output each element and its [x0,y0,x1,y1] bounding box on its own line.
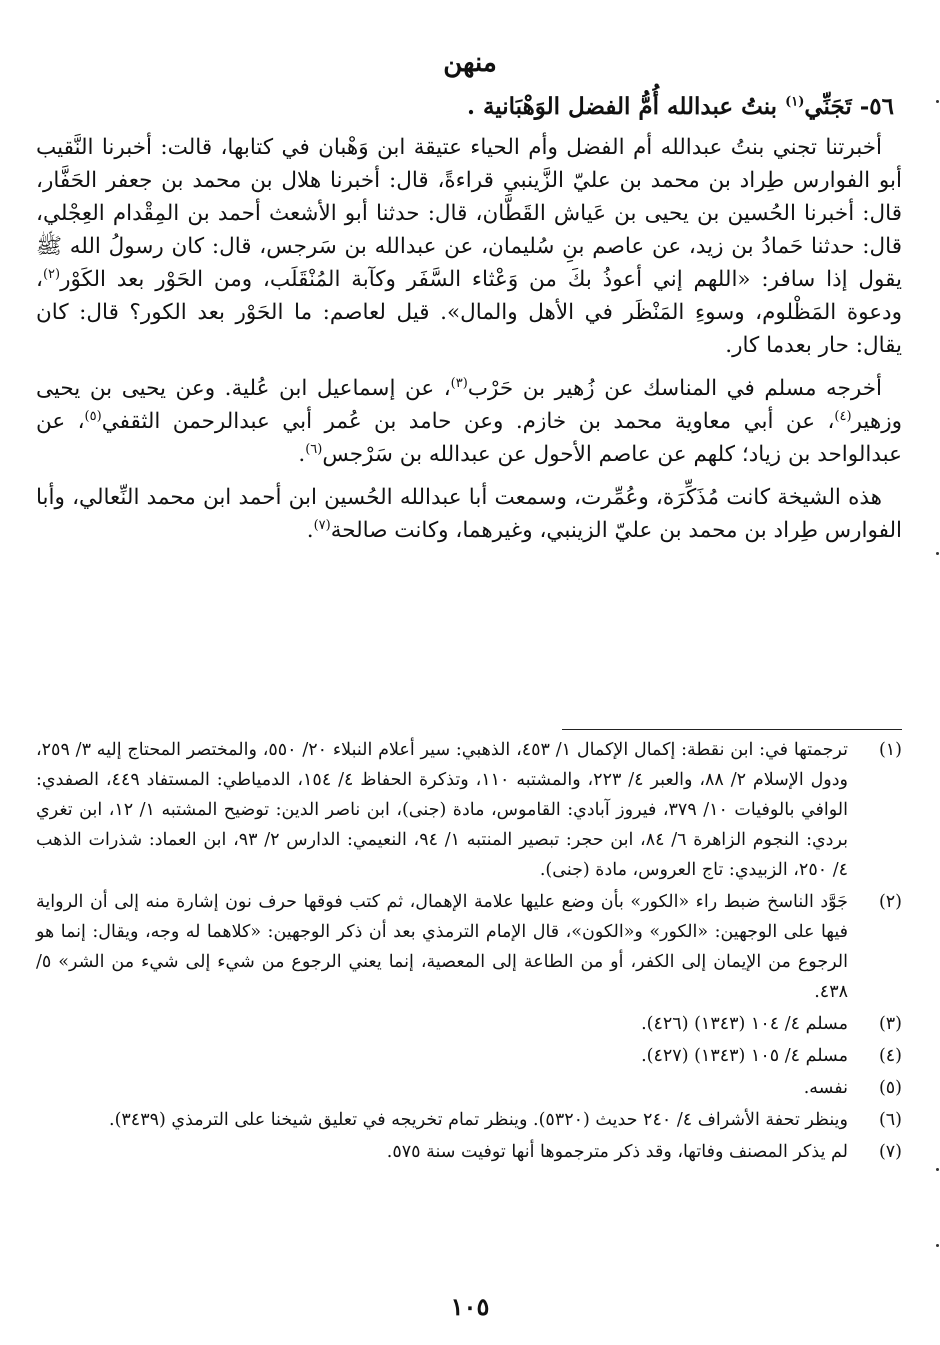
footnote-text: ترجمتها في: ابن نقطة: إكمال الإكمال ١/ ٤٥٣، الذهبي: سير أعلام النبلاء ٢٠/ ٥٥٠، والمختصر المحتاج إليه ٣/ ٢٥٩، ودول الإسلام ٢/ ٨٨، والعبر ٤/ ٢٢٣، والمشتبه ١١٠، وتذكرة الحفاظ ٤/ ١٥٤، الدمياطي: المستفاد ٤٤٩، الصفدي: الوافي بالوفيات ١٠/ ٣٧٩، فيروز آبادي: القاموس، مادة (جنى)، ابن ناصر الدين: توضيح المشتبه ١/ ١٢، ابن تغري بردي: النجوم الزاهرة ٦/ ٨٤، ابن حجر: تبصير المنتبه ١/ ٩٤، النعيمي: الدارس ٢/ ٩٣، ابن العماد: شذرات الذهب ٤/ ٢٥٠، الزبيدي: تاج العروس، مادة (جنى). [36,740,848,880]
footnote-number: (٦) [878,1110,902,1130]
paragraph-text: ، ودعوة المَظْلوم، وسوءِ المَنْظَر في الأهل والمال». قيل لعاصم: ما الحَوْر بعد الكور؟ قال: كان يقال: حار بعدما كار. [36,267,902,358]
paragraph-text: هذه الشيخة كانت مُذَكِّرَة، وعُمِّرت، وسمعت أبا عبدالله الحُسين ابن أحمد ابن محمد النِّعالي، وأبا الفوارس طِراد بن محمد بن عليّ الزينبي، وغيرهما، وكانت صالحة [36,485,902,543]
footnote [36,735,902,885]
footnote [36,1137,902,1167]
isnad-paragraph [36,131,902,362]
entry-title-name: ٥٦- تَجَنِّي [804,93,894,120]
footnote-ref: (٥) [84,408,102,424]
footnote-ref: (١) [785,94,805,110]
footnote-number: (٥) [878,1078,902,1098]
paragraph-text: ، عن أبي معاوية محمد بن خازم. وعن حامد بن عُمر أبي عبدالرحمن الثقفي [101,409,835,434]
takhrij-paragraph [36,372,902,471]
paragraph-text: . [306,518,314,543]
footnote-ref: (٤) [834,408,852,424]
running-head: منهن [443,48,497,78]
footnote [36,887,902,1007]
margin-dot [936,552,939,555]
footnote-separator [562,729,902,730]
main-text [36,90,902,555]
footnote-text: مسلم ٤/ ١٠٥ (١٣٤٣) (٤٢٧). [641,1046,848,1066]
footnote-ref: (٢) [42,266,61,282]
footnote [36,1009,902,1039]
footnote-text: مسلم ٤/ ١٠٤ (١٣٤٣) (٤٢٦). [641,1014,848,1034]
paragraph-text: أخرجه مسلم في المناسك عن زُهير بن حَرْب [467,376,882,401]
margin-dot [936,1168,939,1171]
biography-paragraph [36,481,902,547]
footnote-number: (٤) [878,1046,902,1066]
footnote-text: جَوَّد الناسخ ضبط راء «الكور» بأن وضع عليها علامة الإهمال، ثم كتب فوقها حرف نون إشارة منه إلى أن الرواية فيها على الوجهين: «الكور» و«الكون»، قال الإمام الترمذي بعد أن ذكر الوجهين: «كلاهما له وجه، ويقال: إنما هو الرجوع من الإيمان إلى الكفر، أو من الطاعة إلى المعصية، إنما يعني الرجوع من شيء إلى شيء من الشر» ٥/ ٤٣٨. [36,892,848,1002]
entry-title-rest: بنتُ عبدالله أُمُّ الفضل الوَهْبَانية . [466,93,786,120]
footnote-number: (١) [878,740,902,760]
footnote-text: نفسه. [803,1078,848,1098]
page-number: ١٠٥ [450,1292,490,1321]
footnote [36,1073,902,1103]
margin-dot [936,1244,939,1247]
footnote-number: (٧) [878,1142,902,1162]
margin-dot [936,100,939,103]
footnote [36,1105,902,1135]
paragraph-text: ، عن إسماعيل ابن عُلية. وعن يحيى بن يحيى وزهير [36,376,903,434]
footnote-text: وينظر تحفة الأشراف ٤/ ٢٤٠ حديث (٥٣٢٠). وينظر تمام تخريجه في تعليق شيخنا على الترمذي (٣٤٣٩). [109,1110,848,1130]
entry-title [36,90,894,123]
footnote [36,1041,902,1071]
paragraph-text: ، عن عبدالواحد بن زياد؛ كلهم عن عاصم الأحول عن عبدالله بن سَرْجس [36,409,902,467]
footnotes [36,735,902,1169]
paragraph-text: . [298,442,306,467]
footnote-ref: (٣) [450,375,468,391]
footnote-text: لم يذكر المصنف وفاتها، وقد ذكر مترجموها أنها توفيت سنة ٥٧٥. [386,1142,848,1162]
footnote-ref: (٦) [305,441,323,457]
footnote-number: (٣) [878,1014,902,1034]
footnote-ref: (٧) [313,517,331,533]
footnote-number: (٢) [878,892,902,912]
paragraph-text: أخبرتنا تجني بنتُ عبدالله أم الفضل وأم الحياء عتيقة ابن وَهْبان في كتابها، قالت: أخبرنا النَّقيب أبو الفوارس طِراد بن محمد بن عليّ الزَّينبي قراءةً، قال: أخبرنا هلال بن محمد بن جعفر الحَفَّار، قال: أخبرنا الحُسين بن يحيى بن عَياش القَطَّان، قال: حدثنا أبو الأشعث أحمد بن المِقْدام العِجْلي، قال: حدثنا حَمادُ بن زيد، عن عاصم بنِ سُليمان، عن عبدالله بن سَرجس، قال: كان رسولُ الله ﷺ يقول إذا سافر: «اللهم إني أعوذُ بكَ من وَعْثاء السَّفَر وكآبة المُنْقَلَب، ومن الحَوْر بعد الكَوْر [36,135,902,292]
